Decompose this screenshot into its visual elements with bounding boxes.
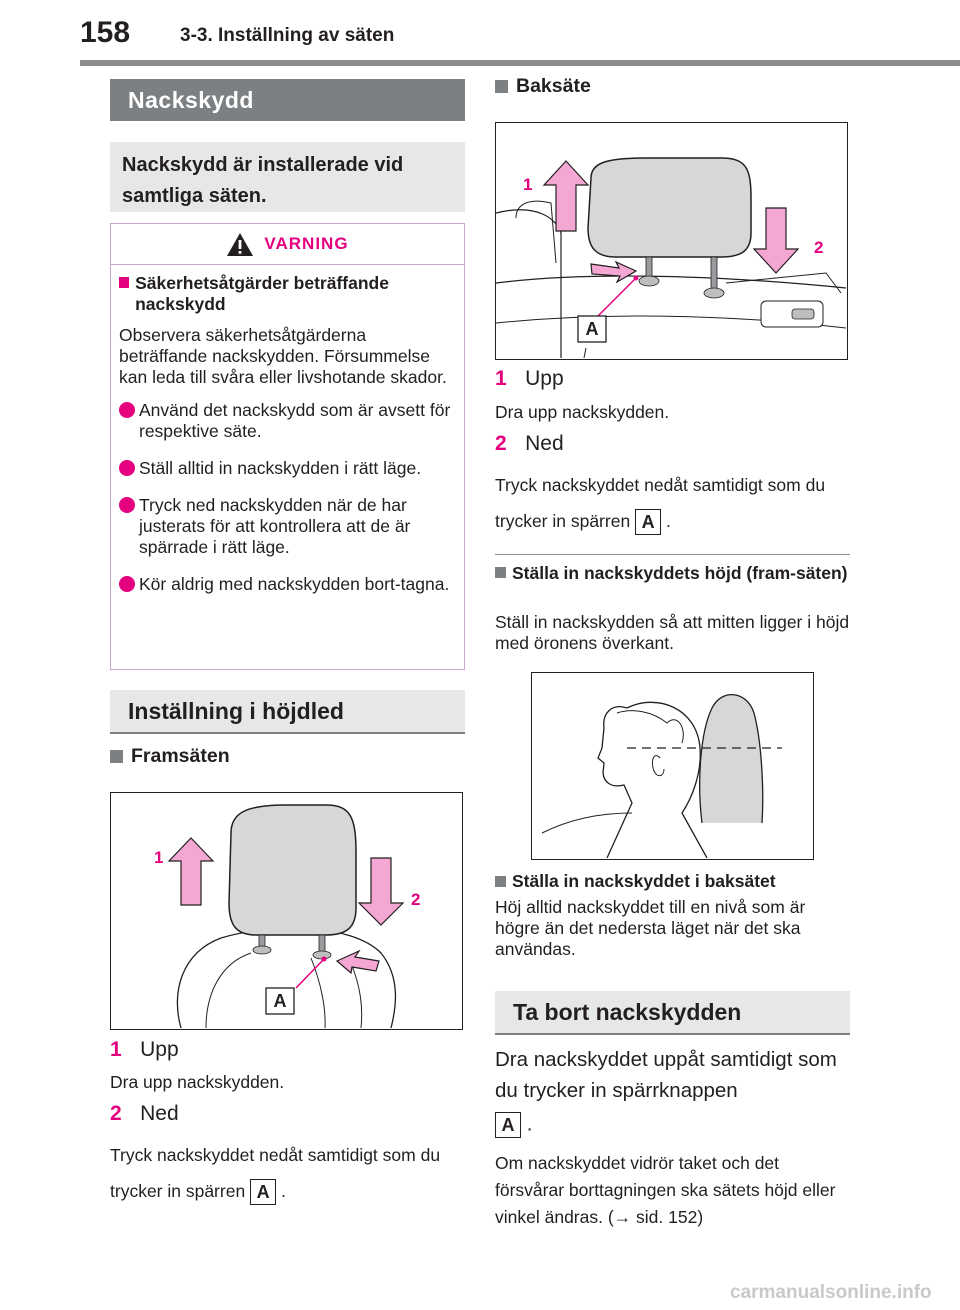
head-position-figure (531, 672, 814, 860)
section-title-remove: Ta bort nackskydden (495, 991, 850, 1035)
warning-subheading: Säkerhetsåtgärder beträffande nackskydd (135, 273, 389, 314)
arrow-right-icon: → (613, 1207, 632, 1227)
bullet-dot-icon (119, 402, 135, 418)
rear-step-1-text: Dra upp nackskydden. (495, 402, 670, 422)
figure-label-latch: A (585, 319, 599, 339)
bullet-dot-icon (119, 576, 135, 592)
warning-triangle-icon (226, 232, 254, 257)
height-heading: Ställa in nackskyddets höjd (fram-säten) (495, 563, 850, 583)
front-seats-heading: Framsäten (110, 745, 230, 768)
remove-text: Dra nackskyddet uppåt samtidigt som du trycker in spärrknappen (495, 1048, 837, 1102)
warning-title: VARNING (264, 234, 349, 253)
chapter-title: 3-3. Inställning av säten (180, 25, 395, 46)
latch-ref-box: A (250, 1179, 276, 1205)
watermark: carmanualsonline.info (730, 1282, 932, 1303)
arrow-up-icon (169, 838, 213, 905)
square-bullet-icon (119, 277, 129, 288)
step-1-text: Dra upp nackskydden. (110, 1072, 285, 1092)
warning-item: Ställ alltid in nackskydden i rätt läge. (119, 458, 456, 479)
page-number: 158 (80, 16, 131, 49)
note-text: Om nackskyddet vidrör taket och det försvårar borttagningen ska sätets höjd eller vinkel ändras. (→ sid. 152) (495, 1153, 836, 1227)
figure-label-down: 2 (411, 890, 421, 909)
rear-step-2-text: Tryck nackskyddet nedåt samtidigt som du trycker in spärren A . (495, 467, 855, 539)
warning-box (110, 223, 465, 670)
rear-headrest-illustration (496, 123, 846, 358)
latch-ref-box: A (495, 1112, 521, 1138)
square-bullet-icon (110, 750, 123, 763)
arrow-down-icon (754, 208, 798, 273)
front-seat-figure (110, 792, 463, 1030)
square-bullet-icon (495, 80, 508, 93)
square-bullet-icon (495, 567, 506, 578)
rear-step-1: 1 Upp (495, 367, 564, 390)
figure-label-down: 2 (814, 238, 824, 257)
warning-header (111, 224, 464, 265)
rear-adjust-heading: Ställa in nackskyddet i baksätet (495, 870, 776, 892)
latch-ref-box: A (635, 509, 661, 535)
warning-item: Använd det nackskydd som är avsett för respektive säte. (119, 400, 456, 442)
bullet-dot-icon (119, 497, 135, 513)
figure-label-up: 1 (523, 175, 533, 194)
rear-adjust-text: Höj alltid nackskyddet till en nivå som är högre än det nedersta läget när det ska användas. (495, 897, 806, 959)
step-2-text: Tryck nackskyddet nedåt samtidigt som du trycker in spärren A . (110, 1137, 470, 1209)
figure-label-latch: A (273, 991, 287, 1011)
warning-item: Kör aldrig med nackskydden bort-tagna. (119, 574, 456, 595)
figure-label-up: 1 (154, 848, 164, 867)
warning-intro: Observera säkerhetsåtgärderna beträffande nackskydden. Försummelse kan leda till svåra eller livshotande skador. (119, 325, 447, 387)
arrow-up-icon (544, 161, 588, 231)
step-2: 2 Ned (110, 1102, 179, 1125)
head-illustration (532, 673, 812, 858)
rear-seat-figure (495, 122, 848, 360)
rear-seat-heading: Baksäte (495, 75, 591, 98)
height-text: Ställ in nackskydden så att mitten ligger i höjd med öronens överkant. (495, 612, 850, 653)
arrow-push-icon (591, 262, 636, 282)
warning-item: Tryck ned nackskydden när de har justerats för att kontrollera att de är spärrade i rätt läge. (119, 495, 456, 558)
section-title-adjust: Inställning i höjdled (110, 690, 465, 734)
header-rule (80, 60, 960, 66)
step-1: 1 Upp (110, 1038, 179, 1061)
remove-latch-ref: A . (495, 1112, 532, 1138)
square-bullet-icon (495, 876, 506, 887)
section-title-nackskydd: Nackskydd (110, 79, 465, 121)
intro-box: Nackskydd är installerade vid samtliga säten. (110, 142, 465, 212)
arrow-down-icon (359, 858, 403, 925)
divider (495, 554, 850, 555)
bullet-dot-icon (119, 460, 135, 476)
rear-step-2: 2 Ned (495, 432, 564, 455)
